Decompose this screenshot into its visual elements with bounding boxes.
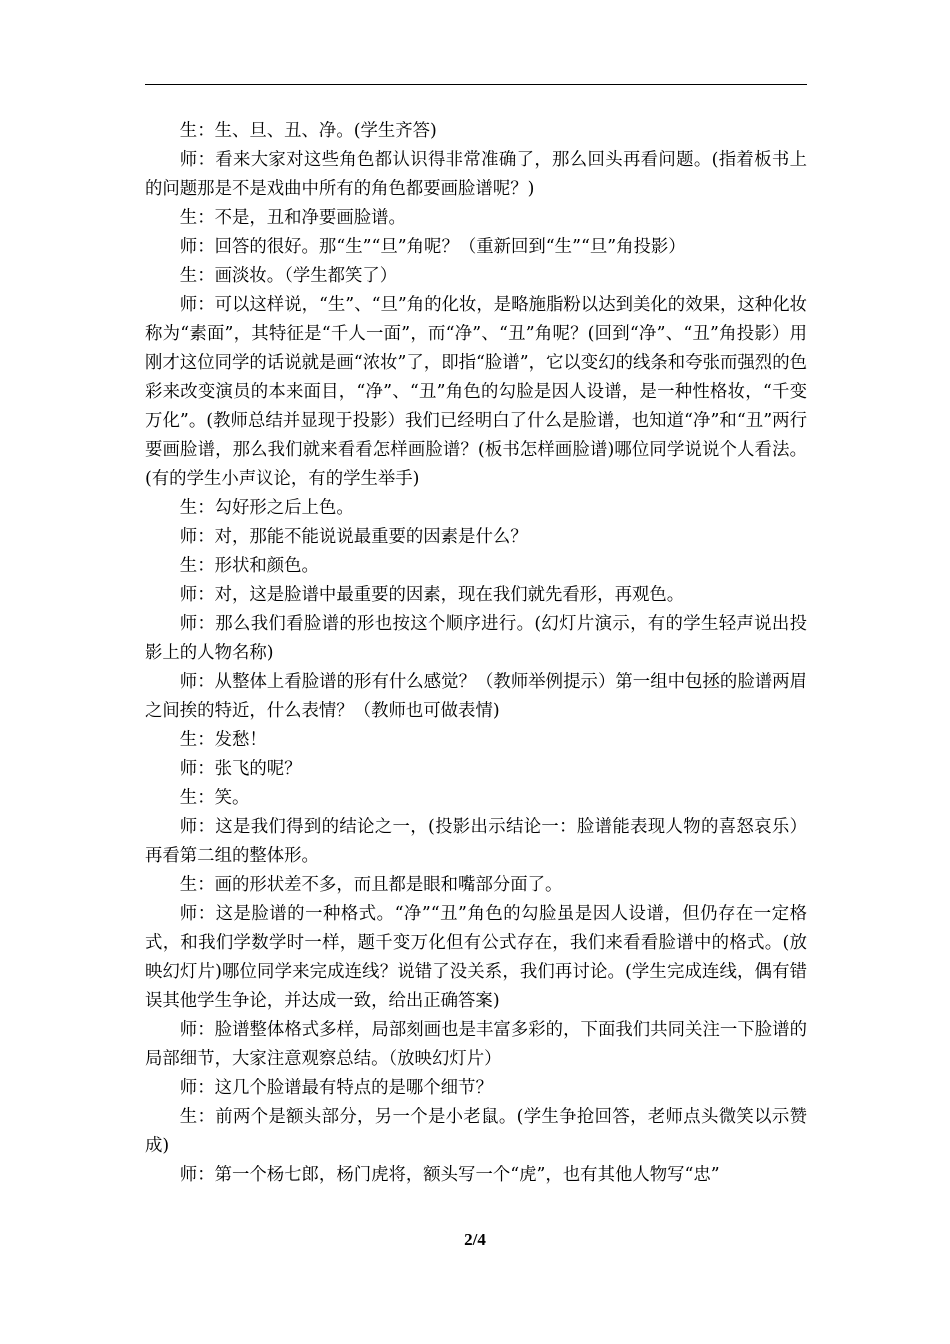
paragraph: 师：这是我们得到的结论之一，(投影出示结论一：脸谱能表现人物的喜怒哀乐）再看第二组的整体形。 [145, 817, 807, 866]
paragraph: 生：前两个是额头部分，另一个是小老鼠。(学生争抢回答，老师点头微笑以示赞成) [145, 1107, 807, 1156]
paragraph: 师：脸谱整体格式多样，局部刻画也是丰富多彩的，下面我们共同关注一下脸谱的局部细节，大家注意观察总结。（放映幻灯片） [145, 1020, 807, 1069]
paragraph: 师：第一个杨七郎，杨门虎将，额头写一个“虎”，也有其他人物写“忠” [179, 1165, 720, 1185]
paragraph: 师：回答的很好。那“生”“旦”角呢？（重新回到“生”“旦”角投影） [179, 237, 686, 257]
paragraph: 师：那么我们看脸谱的形也按这个顺序进行。(幻灯片演示，有的学生轻声说出投影上的人物名称) [145, 614, 807, 663]
page-number: 2/4 [464, 1230, 486, 1249]
paragraph: 生：画淡妆。（学生都笑了） [179, 266, 398, 286]
paragraph: 师：从整体上看脸谱的形有什么感觉？（教师举例提示）第一组中包拯的脸谱两眉之间挨的特近，什么表情？（教师也可做表情) [145, 672, 807, 721]
paragraph: 师：对，这是脸谱中最重要的因素，现在我们就先看形，再观色。 [179, 585, 685, 605]
paragraph: 师：这几个脸谱最有特点的是哪个细节？ [179, 1078, 493, 1098]
paragraph: 生：发愁！ [179, 730, 267, 750]
paragraph: 师：张飞的呢？ [179, 759, 302, 779]
paragraph: 师：看来大家对这些角色都认识得非常准确了，那么回头再看问题。(指着板书上的问题那是不是戏曲中所有的角色都要画脸谱呢？) [145, 150, 807, 199]
body-text [145, 117, 807, 1190]
paragraph: 生：勾好形之后上色。 [179, 498, 354, 518]
paragraph: 师：这是脸谱的一种格式。“净”“丑”角色的勾脸虽是因人设谱，但仍存在一定格式，和我们学数学时一样，题千变万化但有公式存在，我们来看看脸谱中的格式。(放映幻灯片)哪位同学来完成连线？说错了没关系，我们再讨论。(学生完成连线，偶有错误其他学生争论，并达成一致，给出正确答案) [145, 904, 807, 1011]
header-rule [145, 84, 807, 85]
paragraph: 生：笑。 [179, 788, 250, 808]
paragraph: 生：不是，丑和净要画脸谱。 [179, 208, 406, 228]
paragraph: 师：对，那能不能说说最重要的因素是什么？ [179, 527, 528, 547]
paragraph: 生：生、旦、丑、净。(学生齐答) [179, 121, 437, 141]
paragraph: 生：形状和颜色。 [179, 556, 319, 576]
paragraph: 生：画的形状差不多，而且都是眼和嘴部分面了。 [179, 875, 563, 895]
paragraph: 师：可以这样说，“生”、“旦”角的化妆，是略施脂粉以达到美化的效果，这种化妆称为“素面”，其特征是“千人一面”，而“净”、“丑”角呢？(回到“净”、“丑”角投影）用刚才这位同学的话说就是画“浓妆”了，即指“脸谱”，它以变幻的线条和夸张而强烈的色彩来改变演员的本来面目，“净”、“丑”角色的勾脸是因人设谱，是一种性格妆，“千变万化”。(教师总结并显现于投影）我们已经明白了什么是脸谱，也知道“净”和“丑”两行要画脸谱，那么我们就来看看怎样画脸谱？(板书怎样画脸谱)哪位同学说说个人看法。(有的学生小声议论，有的学生举手) [145, 295, 807, 489]
